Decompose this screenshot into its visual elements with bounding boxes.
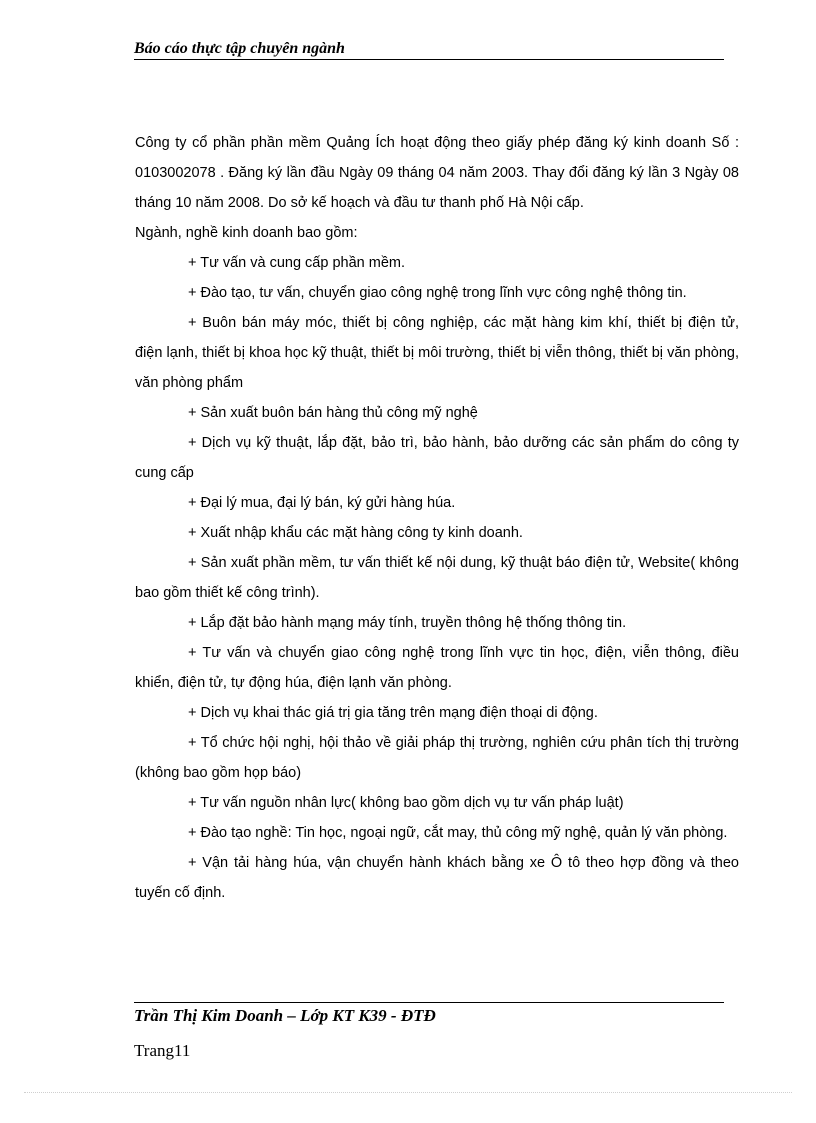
list-item: + Tư vấn và chuyển giao công nghệ trong lĩnh vực tin học, điện, viễn thông, điều khiển, điện tử, tự động húa, điện lạnh văn phòng. [135,645,739,691]
list-item: + Dịch vụ kỹ thuật, lắp đặt, bảo trì, bảo hành, bảo dưỡng các sản phẩm do công ty cung cấp [135,435,739,481]
list-item: + Đào tạo, tư vấn, chuyển giao công nghệ trong lĩnh vực công nghệ thông tin. [188,285,687,301]
page-header-title: Báo cáo thực tập chuyên ngành [134,40,724,60]
list-item: + Đào tạo nghề: Tin học, ngoại ngữ, cắt may, thủ công mỹ nghệ, quản lý văn phòng. [188,825,728,841]
list-item: + Sản xuất buôn bán hàng thủ công mỹ nghệ [188,405,478,421]
intro-paragraph: Công ty cổ phần phần mềm Quảng Ích hoạt động theo giấy phép đăng ký kinh doanh Số : 0103002078 . Đăng ký lần đầu Ngày 09 tháng 04 năm 2003. Thay đổi đăng ký lần 3 Ngày 08 tháng 10 năm 2008. Do sở kế hoạch và đầu tư thanh phố Hà Nội cấp. [135,135,739,211]
list-item: + Tổ chức hội nghị, hội thảo về giải pháp thị trường, nghiên cứu phân tích thị trường (không bao gồm họp báo) [135,735,739,781]
footer-author: Trần Thị Kim Doanh – Lớp KT K39 - ĐTĐ [134,1006,436,1025]
list-item: + Đại lý mua, đại lý bán, ký gửi hàng húa. [188,495,456,511]
list-item: + Lắp đặt bảo hành mạng máy tính, truyền thông hệ thống thông tin. [188,615,627,631]
page-number: Trang11 [134,1041,191,1060]
business-heading: Ngành, nghề kinh doanh bao gồm: [135,225,358,241]
list-item: + Vận tải hàng húa, vận chuyển hành khách bằng xe Ô tô theo hợp đồng và theo tuyến cố định. [135,855,739,901]
list-item: + Buôn bán máy móc, thiết bị công nghiệp, các mặt hàng kim khí, thiết bị điện tử, điện lạnh, thiết bị khoa học kỹ thuật, thiết bị môi trường, thiết bị viễn thông, thiết bị văn phòng, văn phòng phẩm [135,315,739,391]
list-item: + Sản xuất phần mềm, tư vấn thiết kế nội dung, kỹ thuật báo điện tử, Website( không bao gồm thiết kế công trình). [135,555,739,601]
list-item: + Xuất nhập khẩu các mặt hàng công ty kinh doanh. [188,525,523,541]
list-item: + Dịch vụ khai thác giá trị gia tăng trên mạng điện thoại di động. [188,705,598,721]
footer-divider [134,1002,724,1003]
list-item: + Tư vấn và cung cấp phần mềm. [188,255,405,271]
page-bottom-border [24,1092,792,1093]
list-item: + Tư vấn nguồn nhân lực( không bao gồm dịch vụ tư vấn pháp luật) [188,795,624,811]
body-content [135,128,739,908]
